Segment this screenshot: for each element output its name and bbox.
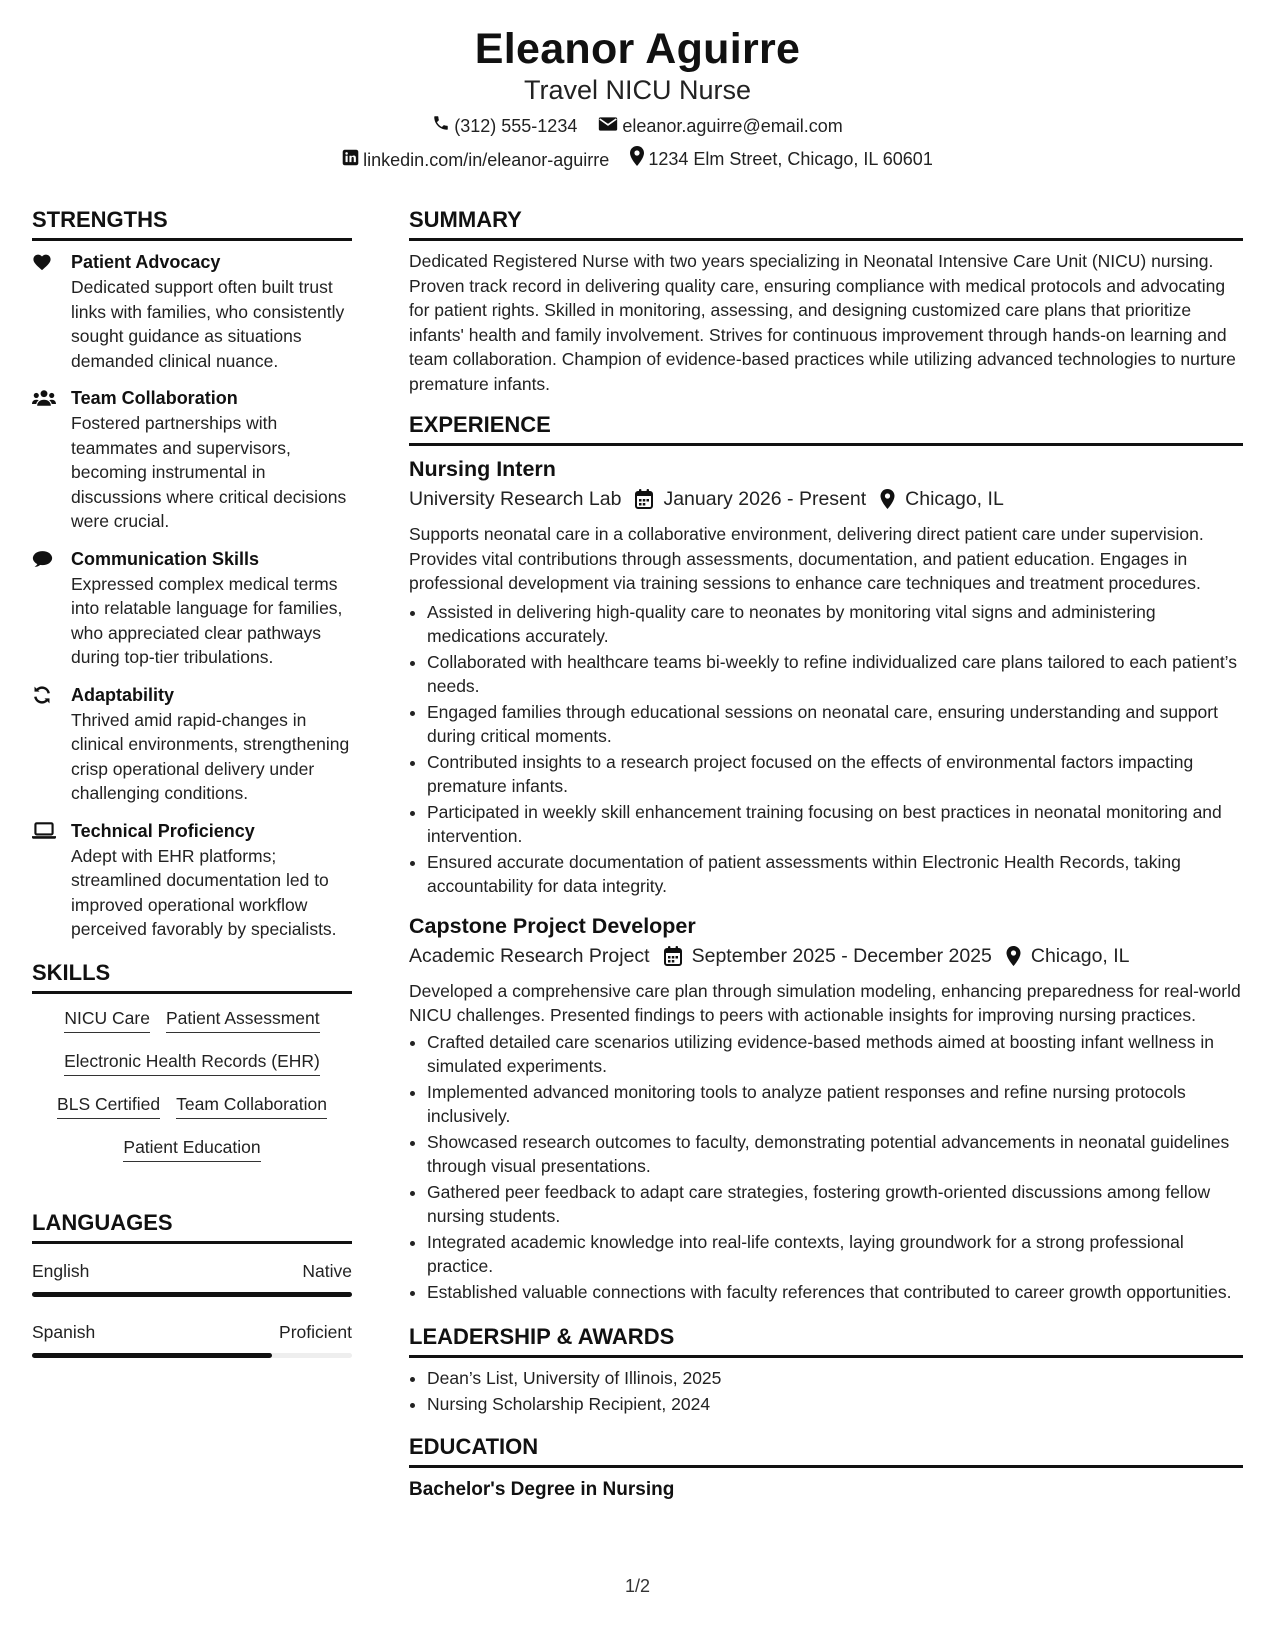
map-pin-icon [880,489,905,509]
bullet-item: • Engaged families through educational sessions on neonatal care, ensuring understanding and support during critical moments. [427,700,1243,749]
skill-row [32,1006,352,1033]
experience-heading: EXPERIENCE [409,410,1243,446]
contact-row-1 [0,114,1275,138]
strength-item [32,249,352,373]
skills-heading: SKILLS [32,958,352,994]
job-dates: January 2026 - Present [663,488,867,510]
users-icon [32,388,56,408]
phone-text: (312) 555-1234 [454,116,578,136]
phone-contact [432,114,577,138]
heart-icon [32,252,56,272]
education-heading: EDUCATION [409,1432,1243,1468]
education-degree: Bachelor's Degree in Nursing [409,1479,675,1500]
address-text: 1234 Elm Street, Chicago, IL 60601 [648,149,933,169]
strength-title: Team Collaboration [71,388,238,408]
leadership-heading: LEADERSHIP & AWARDS [409,1322,1243,1358]
candidate-title: Travel NICU Nurse [523,75,752,105]
proficiency-fill [32,1353,272,1358]
address-contact [630,146,933,172]
linkedin-icon [342,148,363,172]
email-contact[interactable] [598,114,842,138]
bullet-item: • Contributed insights to a research project focused on the effects of environmental factors impacting premature infants. [427,750,1243,799]
job-description: Developed a comprehensive care plan through simulation modeling, enhancing preparedness for real-world NICU challenges. Presented findings to peers with actionable insights for improving nursing practices. [409,980,1241,1025]
summary-heading: SUMMARY [409,205,1243,241]
strength-item [32,682,352,806]
job-title: Capstone Project Developer [409,913,696,938]
strength-item [32,385,352,534]
awards-list [409,1366,1243,1416]
award-item: • Dean’s List, University of Illinois, 2025 [427,1366,1243,1391]
bullet-item: • Established valuable connections with faculty references that contributed to career growth opportunities. [427,1280,1243,1305]
strength-desc: Fostered partnerships with teammates and supervisors, becoming instrumental in discussions where critical decisions were crucial. [71,413,347,531]
strength-desc: Dedicated support often built trust links with families, who consistently sought guidance as situations demanded clinical nuance. [71,277,345,371]
right-column [409,205,1243,1504]
bullet-item: • Showcased research outcomes to faculty, demonstrating potential advancements in neonatal guidelines through visual presentations. [427,1130,1243,1179]
skill-tag: Patient Assessment [166,1006,320,1033]
resume-header [0,22,1275,172]
strength-title: Patient Advocacy [71,252,221,272]
bullet-item: • Participated in weekly skill enhancement training focusing on best practices in neonatal monitoring and intervention. [427,800,1243,849]
award-item: • Nursing Scholarship Recipient, 2024 [427,1392,1243,1417]
language-item [32,1319,352,1358]
page-number: 1/2 [624,1576,651,1596]
calendar-icon [664,946,692,966]
bullet-item: • Collaborated with healthcare teams bi-weekly to refine individualized care plans tailored to each patient’s needs. [427,650,1243,699]
job-entry [409,454,1243,899]
laptop-icon [32,821,56,841]
skill-tag: NICU Care [64,1006,150,1033]
chat-bubble-icon [32,549,56,569]
linkedin-contact[interactable] [342,148,609,172]
map-pin-icon [630,146,648,172]
strengths-heading: STRENGTHS [32,205,352,241]
summary-text: Dedicated Registered Nurse with two years specializing in Neonatal Intensive Care Unit (NICU) nursing. Proven track record in delivering quality care, ensuring compliance with medical protocols and advocating for patient rights. Skilled in monitoring, assessing, and designing customized care plans that prioritize infants' health and family involvement. Strives for continuous improvement through hands-on learning and team collaboration. Champion of evidence-based practices while utilizing advanced technologies to nurture premature infants. [409,251,1236,394]
strength-desc: Adept with EHR platforms; streamlined documentation led to improved operational workflow perceived favorably by specialists. [71,845,337,939]
job-meta [409,484,1243,514]
phone-icon [432,114,454,138]
map-pin-icon [1006,946,1031,966]
strength-title: Adaptability [71,684,175,705]
skill-tag: Electronic Health Records (EHR) [64,1049,320,1076]
job-description: Supports neonatal care in a collaborative environment, delivering direct patient care under supervision. Provides vital contributions through assessments, documentation, and patient education. Engages in professional development via training sessions to enhance care techniques and treatment procedures. [409,524,1204,593]
job-dates: September 2025 - December 2025 [691,944,992,967]
skill-tag: BLS Certified [57,1092,160,1119]
envelope-icon [598,114,622,138]
contact-row-2 [0,146,1275,172]
languages-heading: LANGUAGES [32,1208,352,1244]
job-location: Chicago, IL [905,488,1004,510]
linkedin-text: linkedin.com/in/eleanor-aguirre [363,150,610,170]
candidate-name: Eleanor Aguirre [474,25,801,73]
strength-item [32,818,352,942]
language-level: Native [302,1260,352,1281]
strength-title: Communication Skills [71,548,260,569]
sync-icon [32,685,56,705]
skill-row [32,1135,352,1162]
proficiency-bar [32,1353,352,1358]
bullet-item: • Assisted in delivering high-quality care to neonates by monitoring vital signs and administering medications accurately. [427,600,1243,649]
language-name: Spanish [32,1321,96,1342]
bullet-item: • Crafted detailed care scenarios utilizing evidence-based methods aimed at boosting infant wellness in simulated experiments. [427,1030,1243,1079]
job-org: Academic Research Project [409,944,650,967]
job-bullets [409,600,1243,899]
strength-item [32,546,352,670]
skill-row [32,1049,352,1076]
strength-desc: Thrived amid rapid-changes in clinical environments, strengthening crisp operational delivery under challenging conditions. [71,709,350,803]
language-item [32,1258,352,1297]
bullet-item: • Integrated academic knowledge into real-life contexts, laying groundwork for a strong professional practice. [427,1230,1243,1279]
job-title: Nursing Intern [409,457,556,481]
job-meta [409,941,1243,971]
bullet-item: • Gathered peer feedback to adapt care strategies, fostering growth-oriented discussions among fellow nursing students. [427,1180,1243,1229]
job-org: University Research Lab [409,488,622,510]
job-location: Chicago, IL [1030,944,1130,967]
email-text: eleanor.aguirre@email.com [622,116,843,136]
skill-tag: Team Collaboration [176,1092,327,1119]
strength-title: Technical Proficiency [71,820,255,841]
bullet-item: • Ensured accurate documentation of patient assessments within Electronic Health Records, taking accountability for data integrity. [427,850,1243,899]
proficiency-bar [32,1292,352,1297]
left-column [32,205,352,1380]
skill-tag: Patient Education [123,1135,260,1162]
job-entry [409,911,1243,1305]
skills-list [32,1002,352,1186]
calendar-icon [635,489,663,509]
proficiency-fill [32,1292,352,1297]
job-bullets [409,1030,1243,1305]
language-level: Proficient [279,1321,352,1342]
skill-row [32,1092,352,1119]
strength-desc: Expressed complex medical terms into relatable language for families, who appreciated clear pathways during top-tier tribulations. [71,573,343,667]
bullet-item: • Implemented advanced monitoring tools to analyze patient responses and refine nursing protocols inclusively. [427,1080,1243,1129]
language-name: English [32,1260,90,1281]
